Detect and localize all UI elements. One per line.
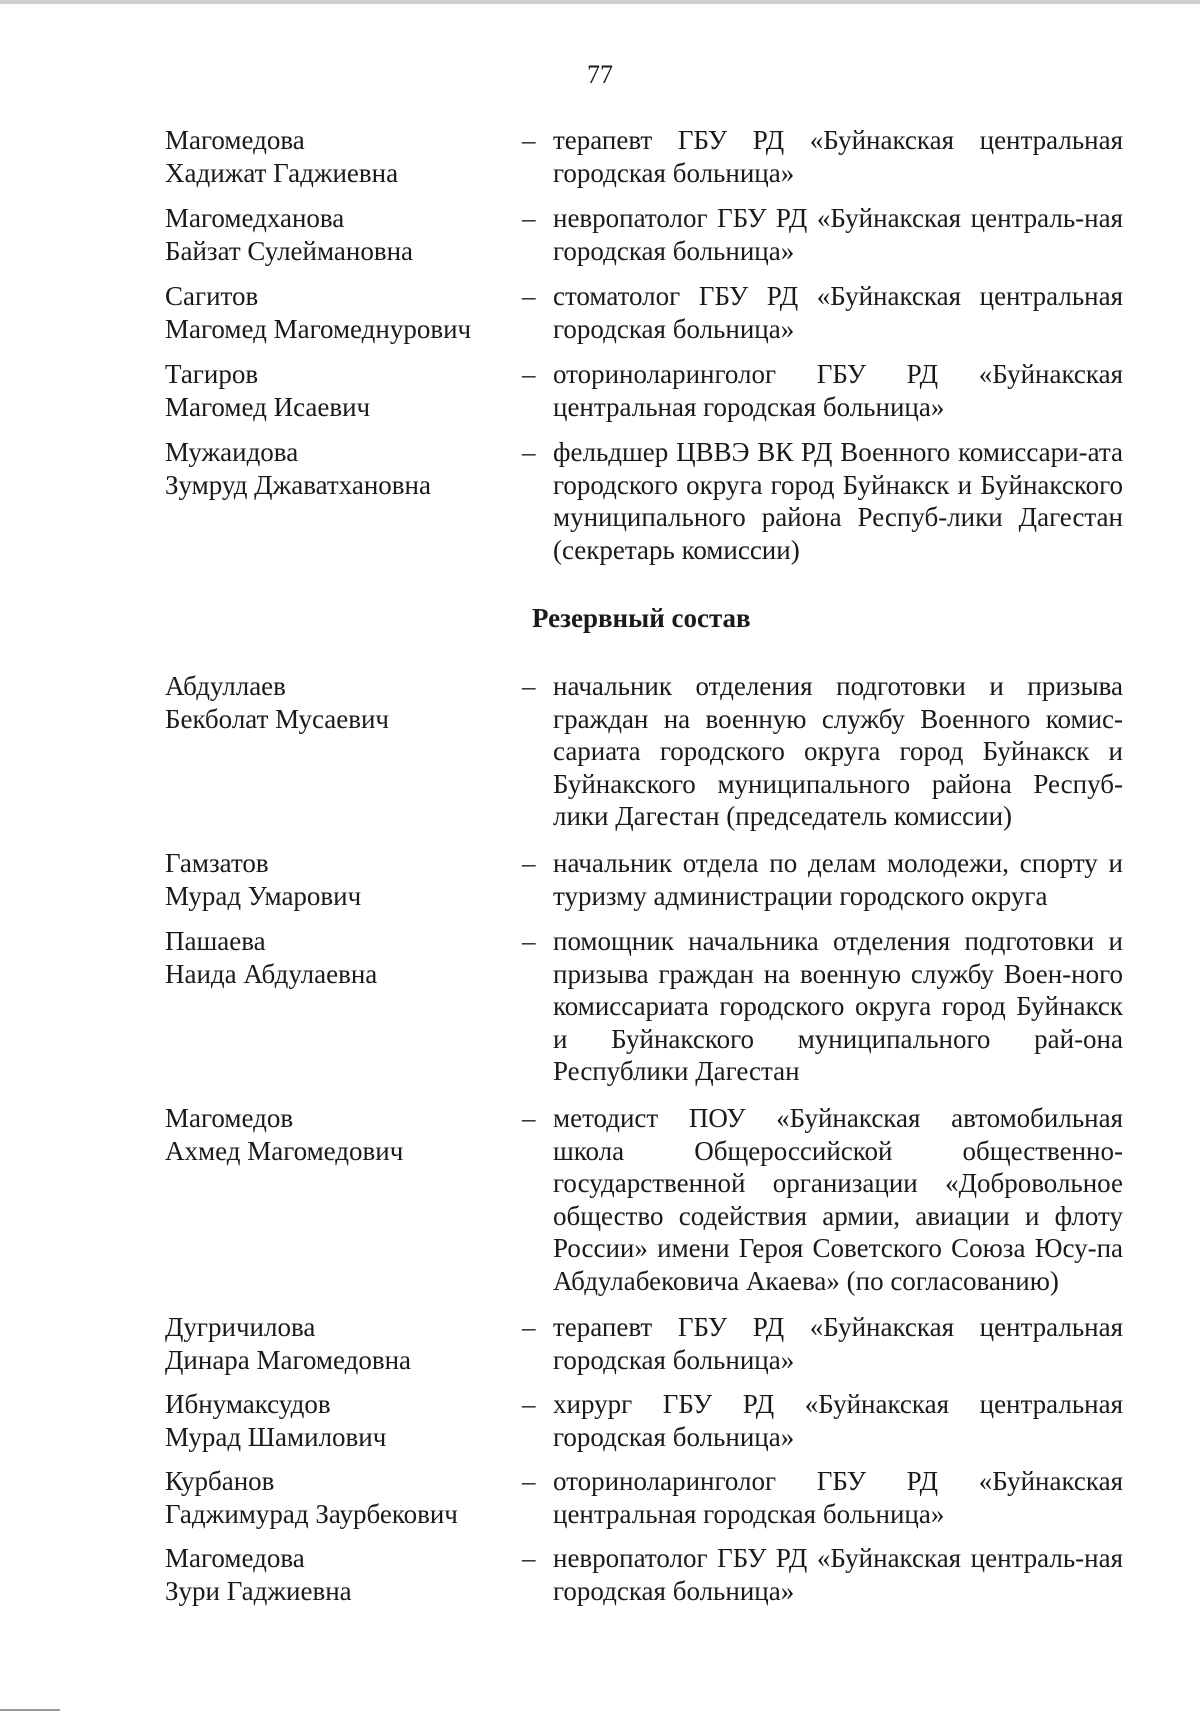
entry-dash: –	[522, 926, 536, 956]
member-position: оториноларинголог ГБУ РД «Буйнакская центральная городская больница»	[553, 359, 1123, 422]
member-position: невропатолог ГБУ РД «Буйнакская централь-ная городская больница»	[553, 1543, 1123, 1606]
member-position: помощник начальника отделения подготовки и призыва граждан на военную службу Воен-ного комиссариата городского округа город Буйнакск и Буйнакского муниципального рай-она Республики Дагестан	[553, 926, 1123, 1086]
member-name: Сагитов Магомед Магомеднурович	[165, 281, 472, 344]
entry-dash: –	[522, 1312, 536, 1342]
member-position: терапевт ГБУ РД «Буйнакская центральная городская больница»	[553, 125, 1123, 188]
entry-dash: –	[522, 1543, 536, 1573]
member-position: невропатолог ГБУ РД «Буйнакская централь-ная городская больница»	[553, 203, 1123, 266]
entry-dash: –	[522, 437, 536, 467]
member-position: оториноларинголог ГБУ РД «Буйнакская центральная городская больница»	[553, 1466, 1123, 1529]
member-name: Дугричилова Динара Магомедовна	[165, 1312, 412, 1375]
member-name: Гамзатов Мурад Умарович	[165, 848, 362, 911]
member-name: Пашаева Наида Абдулаевна	[165, 926, 378, 989]
scan-bottom-mark	[0, 1709, 60, 1711]
member-position: начальник отдела по делам молодежи, спорту и туризму администрации городского округа	[553, 848, 1123, 911]
member-name: Тагиров Магомед Исаевич	[165, 359, 371, 422]
entry-dash: –	[522, 203, 536, 233]
page-number: 77	[587, 60, 613, 89]
member-name: Ибнумаксудов Мурад Шамилович	[165, 1389, 387, 1452]
member-position: фельдшер ЦВВЭ ВК РД Военного комиссари-ата городского округа город Буйнакск и Буйнакского муниципального района Респуб-лики Дагестан (секретарь комиссии)	[553, 437, 1123, 565]
scan-top-edge	[0, 0, 1200, 4]
entry-dash: –	[522, 671, 536, 701]
entry-dash: –	[522, 1103, 536, 1133]
entry-dash: –	[522, 1466, 536, 1496]
member-name: Мужаидова Зумруд Джаватхановна	[165, 437, 431, 500]
entry-dash: –	[522, 125, 536, 155]
member-name: Магомедова Хадижат Гаджиевна	[165, 125, 399, 188]
member-position: начальник отделения подготовки и призыва граждан на военную службу Военного комис-сариата городского округа город Буйнакск и Буйнакского муниципального района Респуб-лики Дагестан (председатель комиссии)	[553, 671, 1123, 831]
member-name: Магомедова Зури Гаджиевна	[165, 1543, 352, 1606]
member-position: методист ПОУ «Буйнакская автомобильная школа Общероссийской общественно-государственной организации «Добровольное общество содействия армии, авиации и флоту России» имени Героя Советского Союза Юсу-па Абдулабековича Акаева» (по согласованию)	[553, 1103, 1123, 1296]
reserve-heading: Резервный состав	[532, 603, 751, 633]
member-position: терапевт ГБУ РД «Буйнакская центральная городская больница»	[553, 1312, 1123, 1375]
entry-dash: –	[522, 359, 536, 389]
member-position: хирург ГБУ РД «Буйнакская центральная городская больница»	[553, 1389, 1123, 1452]
member-name: Абдуллаев Бекболат Мусаевич	[165, 671, 390, 734]
member-name: Магомедов Ахмед Магомедович	[165, 1103, 404, 1166]
entry-dash: –	[522, 848, 536, 878]
member-position: стоматолог ГБУ РД «Буйнакская центральная городская больница»	[553, 281, 1123, 344]
entry-dash: –	[522, 1389, 536, 1419]
member-name: Курбанов Гаджимурад Заурбекович	[165, 1466, 458, 1529]
entry-dash: –	[522, 281, 536, 311]
member-name: Магомедханова Байзат Сулеймановна	[165, 203, 414, 266]
